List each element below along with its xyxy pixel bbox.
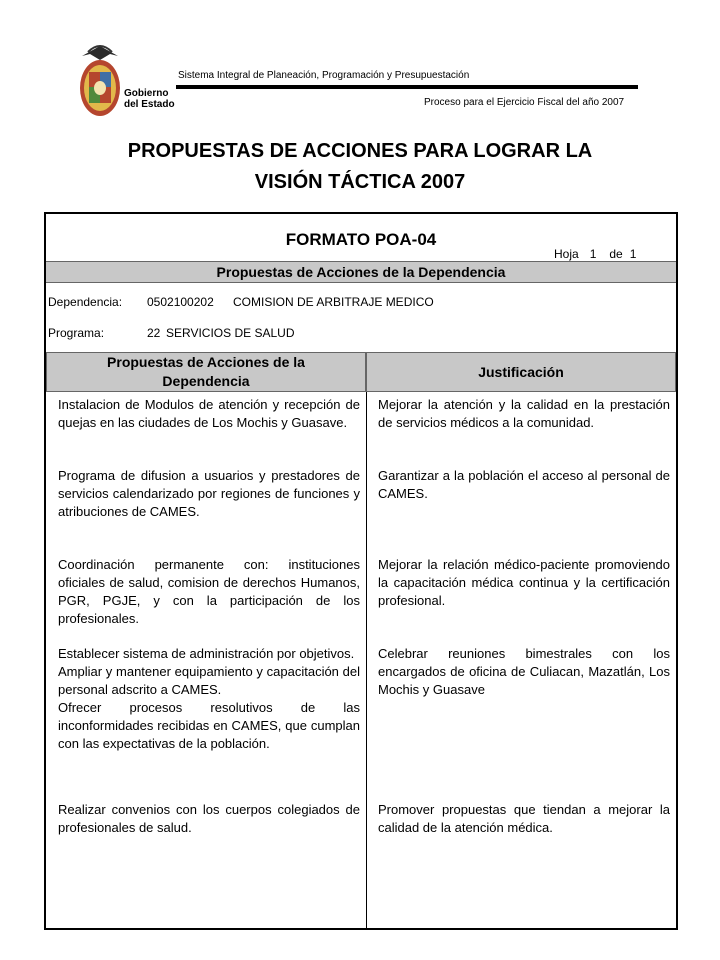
table-row-2-justification bbox=[378, 467, 670, 503]
table-row-4-action-text-2: Ampliar y mantener equipamiento y capacitación del personal adscrito a CAMES. bbox=[58, 664, 360, 697]
frame-border-bottom bbox=[44, 928, 678, 930]
table-row-4-justification-text: Celebrar reuniones bimestrales con los encargados de oficina de Culiacan, Mazatlán, Los Mochis y Guasave bbox=[378, 646, 670, 697]
programa-name: SERVICIOS DE SALUD bbox=[166, 326, 295, 340]
table-row-1-justification bbox=[378, 396, 670, 432]
page-counter-label: Hoja bbox=[554, 247, 579, 261]
frame-border-right bbox=[676, 212, 678, 930]
frame-border-left bbox=[44, 212, 46, 930]
column-header-acciones bbox=[46, 352, 366, 392]
programa-row bbox=[48, 326, 294, 340]
column-header-justificacion bbox=[366, 352, 676, 392]
page-title-line2: VISIÓN TÁCTICA 2007 bbox=[254, 171, 466, 193]
page-counter-of-label: de bbox=[609, 247, 623, 261]
fiscal-process-label: Proceso para el Ejercicio Fiscal del año 2007 bbox=[424, 97, 625, 108]
form-code: FORMATO POA-04 bbox=[285, 230, 437, 249]
table-row-3-justification bbox=[378, 556, 670, 610]
page-counter-total: 1 bbox=[629, 247, 637, 261]
table-row-1-action bbox=[58, 396, 360, 432]
page-counter-number: 1 bbox=[589, 247, 597, 261]
section-title: Propuestas de Acciones de la Dependencia bbox=[216, 264, 506, 280]
government-label-line2: del Estado bbox=[124, 99, 175, 110]
table-row-2-action bbox=[58, 467, 360, 521]
state-coat-of-arms-logo bbox=[74, 42, 126, 120]
government-label-line1: Gobierno bbox=[124, 88, 169, 99]
table-row-4-action bbox=[58, 645, 360, 753]
table-row-1-justification-text: Mejorar la atención y la calidad en la prestación de servicios médicos a la comunidad. bbox=[378, 397, 670, 430]
table-row-5-justification bbox=[378, 801, 670, 837]
header-divider bbox=[176, 85, 638, 89]
programa-code: 22 bbox=[147, 326, 161, 340]
system-name: Sistema Integral de Planeación, Programación y Presupuestación bbox=[178, 70, 470, 81]
table-row-3-action-text: Coordinación permanente con: instituciones oficiales de salud, comision de derechos Humanos, PGR, PGJE, y con la participación de los profesionales. bbox=[58, 557, 360, 626]
table-row-2-action-text: Programa de difusion a usuarios y prestadores de servicios calendarizado por regiones de funciones y atribuciones de CAMES. bbox=[58, 468, 360, 519]
table-row-3-justification-text: Mejorar la relación médico-paciente promoviendo la capacitación médica continua y la certificación profesional. bbox=[378, 557, 670, 608]
dependencia-row bbox=[48, 295, 434, 309]
column-header-justificacion-label: Justificación bbox=[478, 363, 564, 380]
dependencia-code: 0502100202 bbox=[147, 295, 214, 309]
column-header-acciones-label: Propuestas de Acciones de la Dependencia bbox=[107, 354, 305, 389]
table-row-5-action-text: Realizar convenios con los cuerpos colegiados de profesionales de salud. bbox=[58, 802, 360, 835]
dependencia-label: Dependencia: bbox=[48, 295, 123, 309]
table-row-2-justification-text: Garantizar a la población el acceso al personal de CAMES. bbox=[378, 468, 670, 501]
table-row-4-action-text-3: Ofrecer procesos resolutivos de las inconformidades recibidas en CAMES, que cumplan con las expectativas de la población. bbox=[58, 700, 360, 751]
frame-border-top bbox=[44, 212, 678, 214]
page-counter bbox=[554, 247, 640, 261]
table-row-5-action bbox=[58, 801, 360, 837]
dependencia-name: COMISION DE ARBITRAJE MEDICO bbox=[233, 295, 434, 309]
government-label bbox=[124, 88, 175, 110]
programa-label: Programa: bbox=[48, 326, 105, 340]
table-row-3-action bbox=[58, 556, 360, 628]
page-title bbox=[60, 136, 660, 198]
page-title-line1: PROPUESTAS DE ACCIONES PARA LOGRAR LA bbox=[127, 140, 593, 162]
section-header bbox=[46, 261, 676, 283]
column-divider bbox=[366, 392, 367, 929]
table-row-1-action-text: Instalacion de Modulos de atención y recepción de quejas en las ciudades de Los Mochis y Guasave. bbox=[58, 397, 360, 430]
table-row-4-action-text-1: Establecer sistema de administración por objetivos. bbox=[58, 646, 355, 661]
table-row-4-justification bbox=[378, 645, 670, 699]
table-row-5-justification-text: Promover propuestas que tiendan a mejorar la calidad de la atención médica. bbox=[378, 802, 670, 835]
